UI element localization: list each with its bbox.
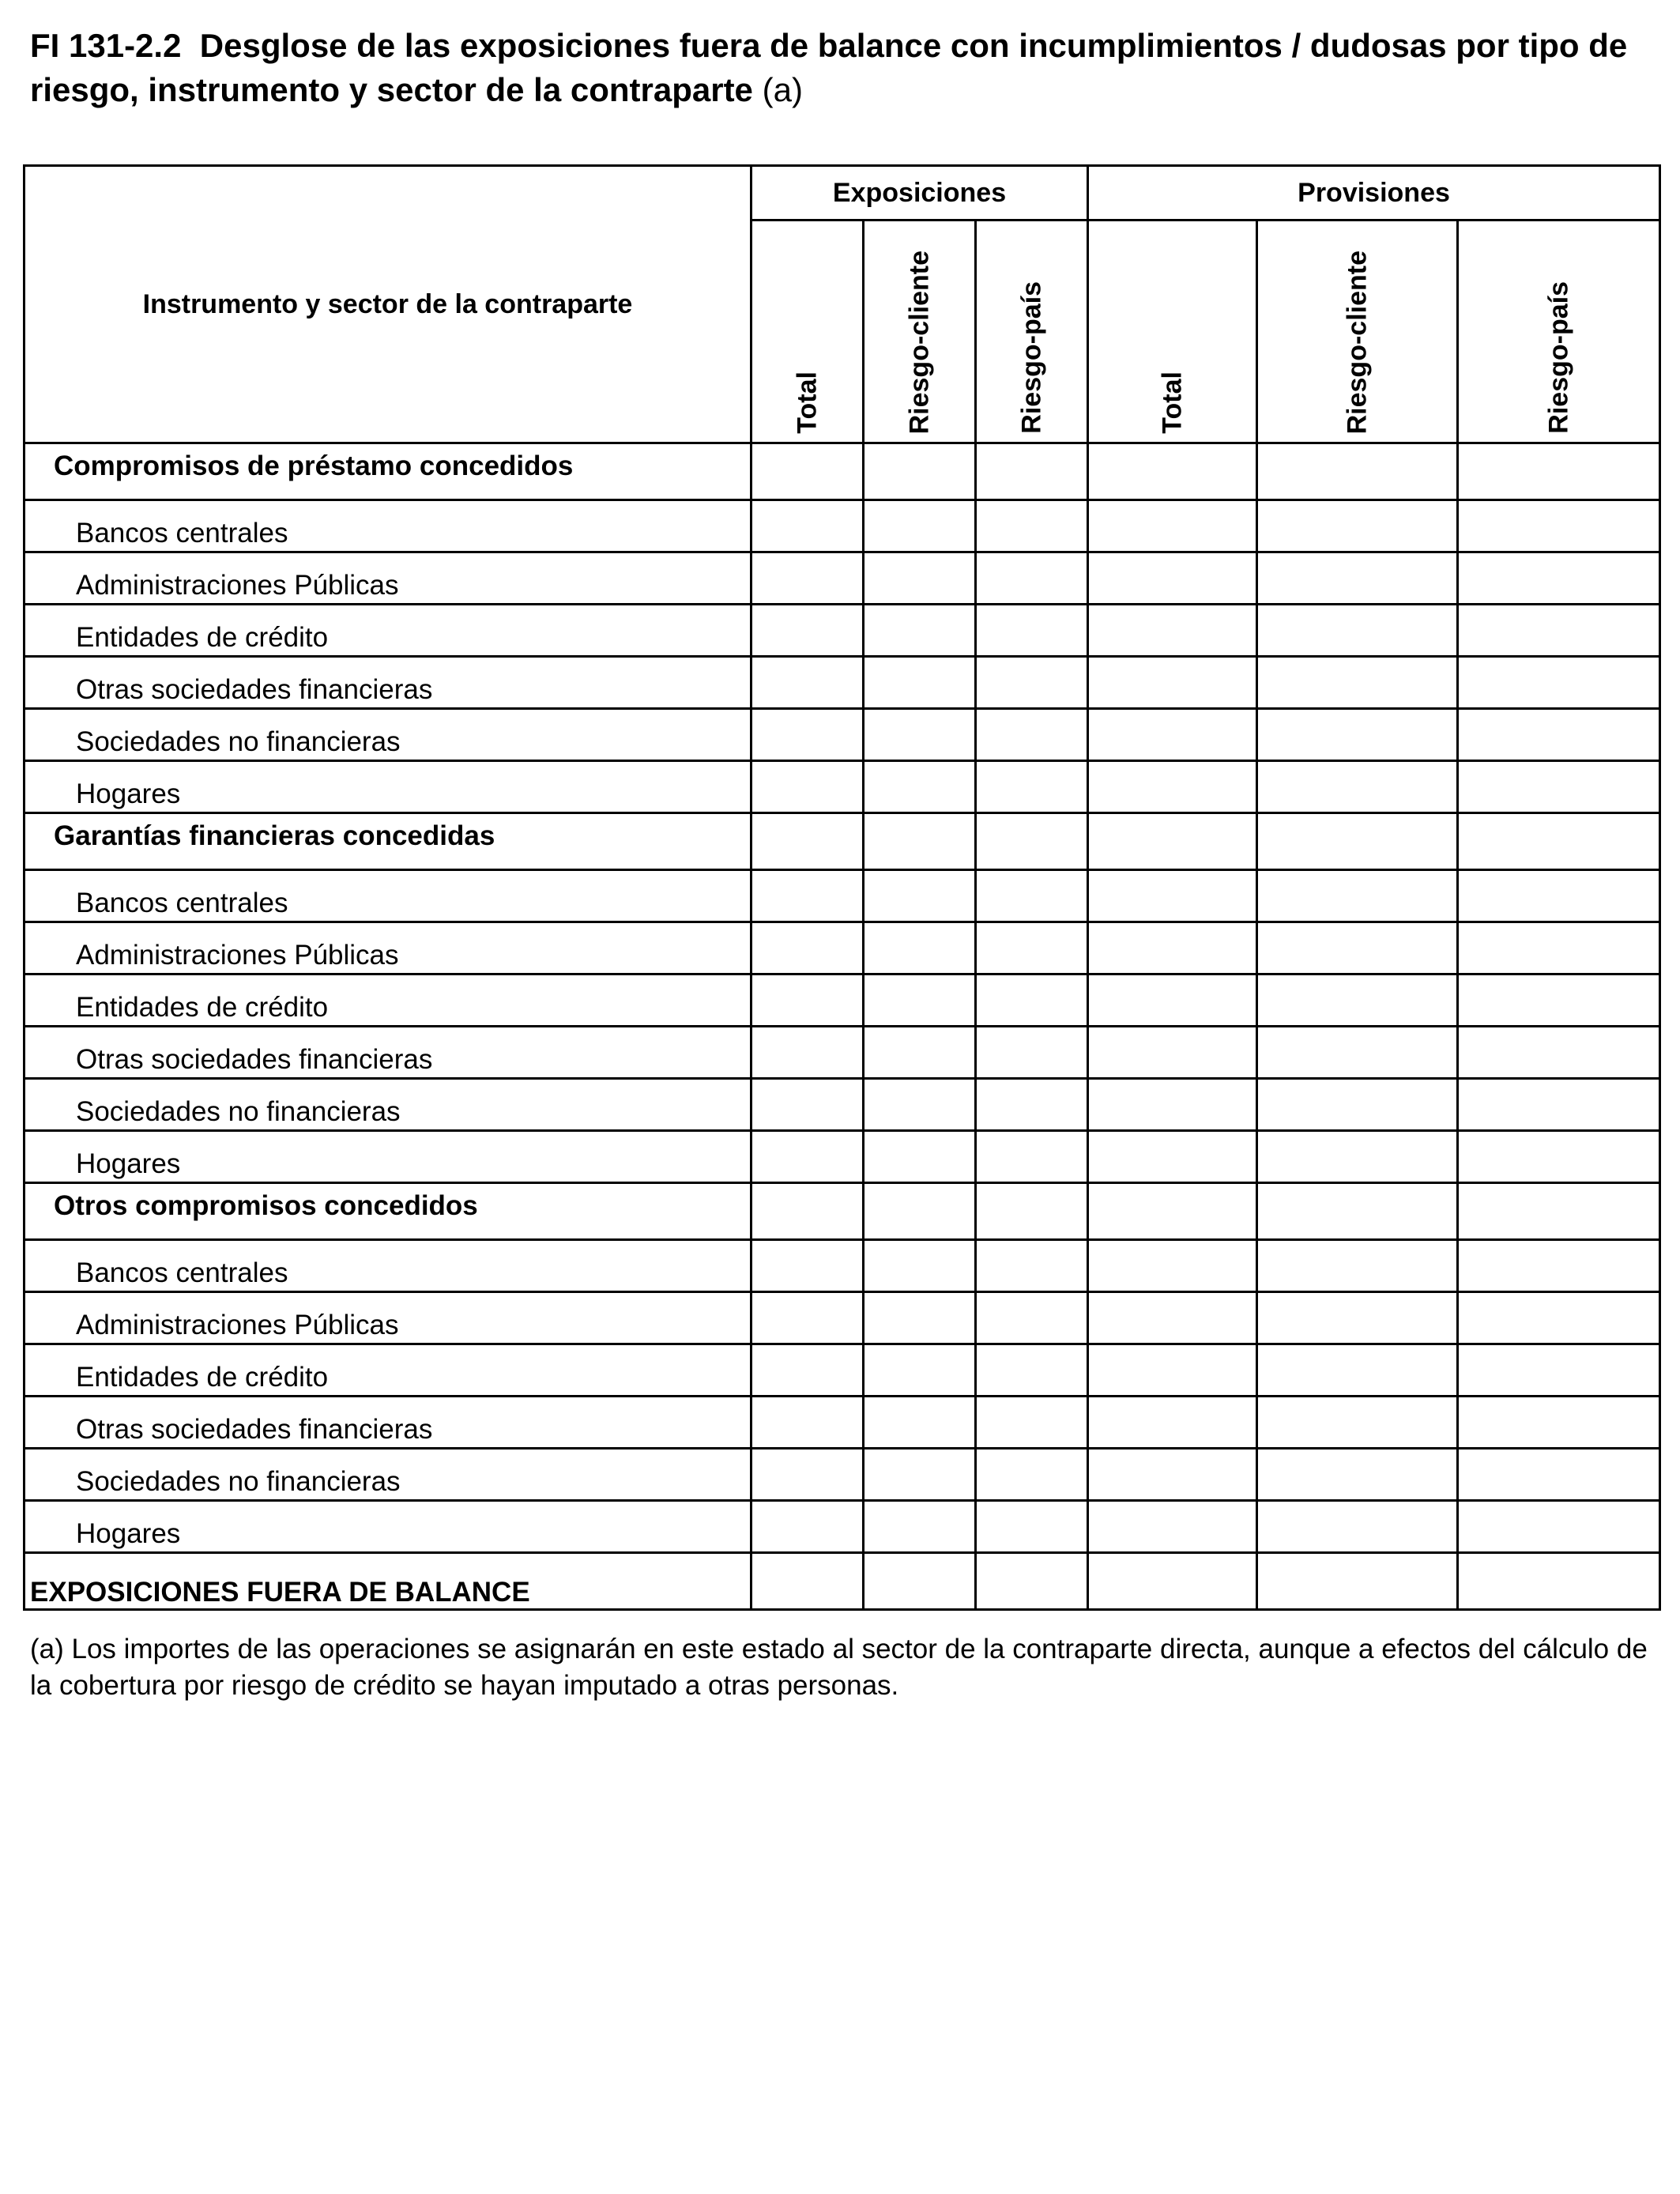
value-cell[interactable] [864, 1344, 976, 1397]
value-cell[interactable] [864, 709, 976, 761]
value-cell[interactable] [1458, 1131, 1660, 1183]
value-cell[interactable] [1458, 1183, 1660, 1240]
value-cell[interactable] [1088, 870, 1257, 922]
table-row [24, 1131, 1660, 1183]
value-cell[interactable] [1257, 1449, 1458, 1501]
value-cell[interactable] [1088, 1501, 1257, 1553]
value-cell[interactable] [1458, 870, 1660, 922]
value-cell[interactable] [1458, 1553, 1660, 1610]
row-header: Instrumento y sector de la contraparte [24, 166, 751, 443]
value-cell[interactable] [751, 1501, 864, 1553]
value-cell[interactable] [751, 605, 864, 657]
value-cell[interactable] [1257, 657, 1458, 709]
value-cell[interactable] [1458, 974, 1660, 1027]
table-body [24, 443, 1660, 1610]
value-cell[interactable] [1088, 813, 1257, 870]
value-cell[interactable] [1088, 1553, 1257, 1610]
value-cell[interactable] [1458, 1240, 1660, 1292]
value-cell[interactable] [751, 813, 864, 870]
value-cell[interactable] [751, 1397, 864, 1449]
value-cell[interactable] [1088, 1183, 1257, 1240]
value-cell[interactable] [976, 870, 1088, 922]
value-cell[interactable] [864, 552, 976, 605]
value-cell[interactable] [1257, 1344, 1458, 1397]
row-label: Sociedades no financieras [24, 1079, 751, 1131]
value-cell[interactable] [1257, 552, 1458, 605]
value-cell[interactable] [976, 1449, 1088, 1501]
value-cell[interactable] [1257, 974, 1458, 1027]
row-label: Entidades de crédito [24, 1344, 751, 1397]
section-row [24, 1183, 1660, 1240]
footnote: (a) Los importes de las operaciones se asignarán en este estado al sector de la contraparte directa, aunque a efectos del cálculo de la cobertura por riesgo de crédito se hayan imputado a otras personas. [30, 1634, 1648, 1701]
row-label: Compromisos de préstamo concedidos [24, 443, 751, 500]
value-cell[interactable] [1088, 605, 1257, 657]
col-header-prov-riesgo-pais: Riesgo-país [1458, 221, 1660, 443]
value-cell[interactable] [976, 1027, 1088, 1079]
value-cell[interactable] [751, 1183, 864, 1240]
value-cell[interactable] [1458, 709, 1660, 761]
form-code: FI 131-2.2 [30, 27, 182, 64]
value-cell[interactable] [864, 1397, 976, 1449]
value-cell[interactable] [1257, 1397, 1458, 1449]
value-cell[interactable] [751, 552, 864, 605]
value-cell[interactable] [751, 1131, 864, 1183]
value-cell[interactable] [1257, 443, 1458, 500]
value-cell[interactable] [751, 761, 864, 813]
value-cell[interactable] [1257, 1240, 1458, 1292]
value-cell[interactable] [751, 1240, 864, 1292]
value-cell[interactable] [1458, 1292, 1660, 1344]
value-cell[interactable] [751, 709, 864, 761]
table-row [24, 1240, 1660, 1292]
table-row [24, 1027, 1660, 1079]
row-label: Entidades de crédito [24, 605, 751, 657]
value-cell[interactable] [1088, 974, 1257, 1027]
value-cell[interactable] [864, 1553, 976, 1610]
table-row [24, 657, 1660, 709]
value-cell[interactable] [1458, 1449, 1660, 1501]
value-cell[interactable] [751, 922, 864, 974]
table-row [24, 605, 1660, 657]
value-cell[interactable] [1257, 1292, 1458, 1344]
row-label: Administraciones Públicas [24, 552, 751, 605]
row-label: Garantías financieras concedidas [24, 813, 751, 870]
group-header-exposiciones: Exposiciones [751, 166, 1088, 221]
value-cell[interactable] [864, 974, 976, 1027]
value-cell[interactable] [864, 605, 976, 657]
row-label: Sociedades no financieras [24, 1449, 751, 1501]
col-header-exp-total: Total [751, 221, 864, 443]
table-row [24, 1292, 1660, 1344]
value-cell[interactable] [1257, 1553, 1458, 1610]
value-cell[interactable] [1088, 552, 1257, 605]
value-cell[interactable] [976, 1501, 1088, 1553]
total-row [24, 1553, 1660, 1610]
value-cell[interactable] [976, 1183, 1088, 1240]
value-cell[interactable] [1088, 1344, 1257, 1397]
value-cell[interactable] [751, 870, 864, 922]
row-label: Otras sociedades financieras [24, 657, 751, 709]
row-label: Bancos centrales [24, 1240, 751, 1292]
table-row [24, 974, 1660, 1027]
value-cell[interactable] [1088, 1240, 1257, 1292]
section-row [24, 813, 1660, 870]
value-cell[interactable] [751, 1292, 864, 1344]
value-cell[interactable] [1257, 813, 1458, 870]
row-label: Entidades de crédito [24, 974, 751, 1027]
row-label: EXPOSICIONES FUERA DE BALANCE [24, 1553, 751, 1610]
value-cell[interactable] [1088, 1449, 1257, 1501]
value-cell[interactable] [751, 443, 864, 500]
value-cell[interactable] [976, 1079, 1088, 1131]
table-row [24, 500, 1660, 552]
value-cell[interactable] [976, 922, 1088, 974]
col-header-exp-riesgo-pais: Riesgo-país [976, 221, 1088, 443]
value-cell[interactable] [1257, 1183, 1458, 1240]
value-cell[interactable] [1088, 500, 1257, 552]
value-cell[interactable] [751, 1449, 864, 1501]
value-cell[interactable] [1088, 657, 1257, 709]
page-title [30, 24, 1650, 112]
value-cell[interactable] [751, 974, 864, 1027]
value-cell[interactable] [1257, 709, 1458, 761]
value-cell[interactable] [976, 605, 1088, 657]
value-cell[interactable] [1458, 657, 1660, 709]
table-row [24, 761, 1660, 813]
value-cell[interactable] [976, 709, 1088, 761]
value-cell[interactable] [864, 657, 976, 709]
value-cell[interactable] [864, 1131, 976, 1183]
value-cell[interactable] [864, 1079, 976, 1131]
value-cell[interactable] [976, 1344, 1088, 1397]
value-cell[interactable] [1257, 1131, 1458, 1183]
table-row [24, 709, 1660, 761]
value-cell[interactable] [864, 870, 976, 922]
value-cell[interactable] [976, 761, 1088, 813]
row-label: Hogares [24, 1131, 751, 1183]
value-cell[interactable] [864, 1027, 976, 1079]
table-row [24, 1449, 1660, 1501]
value-cell[interactable] [1458, 1397, 1660, 1449]
table-row [24, 922, 1660, 974]
col-header-prov-total: Total [1088, 221, 1257, 443]
value-cell[interactable] [751, 1344, 864, 1397]
value-cell[interactable] [751, 1027, 864, 1079]
value-cell[interactable] [751, 500, 864, 552]
value-cell[interactable] [1458, 1027, 1660, 1079]
value-cell[interactable] [1458, 1079, 1660, 1131]
group-header-provisiones: Provisiones [1088, 166, 1660, 221]
value-cell[interactable] [1458, 500, 1660, 552]
value-cell[interactable] [1088, 1397, 1257, 1449]
value-cell[interactable] [1088, 1079, 1257, 1131]
value-cell[interactable] [864, 922, 976, 974]
value-cell[interactable] [864, 761, 976, 813]
table-row [24, 552, 1660, 605]
row-label: Administraciones Públicas [24, 922, 751, 974]
table-row [24, 1397, 1660, 1449]
value-cell[interactable] [1088, 443, 1257, 500]
value-cell[interactable] [1088, 1292, 1257, 1344]
value-cell[interactable] [864, 1449, 976, 1501]
value-cell[interactable] [1088, 761, 1257, 813]
value-cell[interactable] [976, 1397, 1088, 1449]
value-cell[interactable] [864, 1292, 976, 1344]
value-cell[interactable] [1257, 761, 1458, 813]
breakdown-table [23, 164, 1661, 1611]
value-cell[interactable] [864, 1240, 976, 1292]
value-cell[interactable] [1088, 1131, 1257, 1183]
row-label: Hogares [24, 1501, 751, 1553]
table-row [24, 1079, 1660, 1131]
row-label: Hogares [24, 761, 751, 813]
row-label: Otras sociedades financieras [24, 1397, 751, 1449]
value-cell[interactable] [976, 813, 1088, 870]
col-header-prov-riesgo-cliente: Riesgo-cliente [1257, 221, 1458, 443]
row-label: Bancos centrales [24, 500, 751, 552]
table-row [24, 1501, 1660, 1553]
value-cell[interactable] [1458, 1501, 1660, 1553]
value-cell[interactable] [864, 1183, 976, 1240]
value-cell[interactable] [864, 1501, 976, 1553]
value-cell[interactable] [976, 500, 1088, 552]
value-cell[interactable] [1458, 761, 1660, 813]
value-cell[interactable] [1257, 1027, 1458, 1079]
value-cell[interactable] [1088, 922, 1257, 974]
value-cell[interactable] [1458, 552, 1660, 605]
value-cell[interactable] [751, 1553, 864, 1610]
value-cell[interactable] [976, 1131, 1088, 1183]
value-cell[interactable] [976, 443, 1088, 500]
table-row [24, 1344, 1660, 1397]
value-cell[interactable] [1458, 1344, 1660, 1397]
value-cell[interactable] [1257, 1079, 1458, 1131]
value-cell[interactable] [976, 1553, 1088, 1610]
row-label: Otros compromisos concedidos [24, 1183, 751, 1240]
table-row [24, 870, 1660, 922]
value-cell[interactable] [864, 813, 976, 870]
value-cell[interactable] [976, 552, 1088, 605]
value-cell[interactable] [751, 1079, 864, 1131]
value-cell[interactable] [1458, 922, 1660, 974]
value-cell[interactable] [976, 974, 1088, 1027]
value-cell[interactable] [976, 657, 1088, 709]
section-row [24, 443, 1660, 500]
row-label: Administraciones Públicas [24, 1292, 751, 1344]
value-cell[interactable] [1257, 1501, 1458, 1553]
value-cell[interactable] [1257, 922, 1458, 974]
col-header-exp-riesgo-cliente: Riesgo-cliente [864, 221, 976, 443]
value-cell[interactable] [1257, 605, 1458, 657]
value-cell[interactable] [1458, 443, 1660, 500]
row-label: Otras sociedades financieras [24, 1027, 751, 1079]
value-cell[interactable] [864, 500, 976, 552]
value-cell[interactable] [864, 443, 976, 500]
value-cell[interactable] [976, 1292, 1088, 1344]
value-cell[interactable] [976, 1240, 1088, 1292]
value-cell[interactable] [1257, 500, 1458, 552]
value-cell[interactable] [1088, 709, 1257, 761]
value-cell[interactable] [1257, 870, 1458, 922]
value-cell[interactable] [1458, 813, 1660, 870]
title-text: Desglose de las exposiciones fuera de balance con incumplimientos / dudosas por tipo de riesgo, instrumento y sector de la contraparte [30, 27, 1628, 108]
value-cell[interactable] [1088, 1027, 1257, 1079]
value-cell[interactable] [751, 657, 864, 709]
value-cell[interactable] [1458, 605, 1660, 657]
title-note-ref: (a) [762, 71, 803, 108]
row-label: Sociedades no financieras [24, 709, 751, 761]
row-label: Bancos centrales [24, 870, 751, 922]
